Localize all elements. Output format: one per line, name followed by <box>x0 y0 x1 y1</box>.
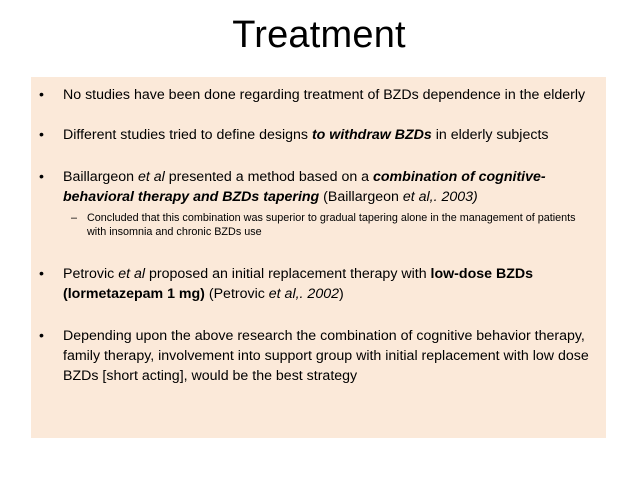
bullet-text: No studies have been done regarding treatment of BZDs dependence in the elderly <box>63 87 586 103</box>
bullet-text: Depending upon the above research the combination of cognitive behavior therapy, family therapy, involvement into support group with initial replacement with low dose BZDs [short acting], would be the best strategy <box>63 328 589 384</box>
sub-bullet-text: Concluded that this combination was superior to gradual tapering alone in the management of patients with insomnia and chronic BZDs use <box>87 212 576 238</box>
bullet-marker: • <box>39 328 44 344</box>
bullet-text: Baillargeon et al presented a method based on a combination of cognitive-behavioral therapy and BZDs tapering (Baillargeon et al,. 2003) <box>63 169 546 205</box>
bullet-item <box>39 167 596 207</box>
bullet-text: Petrovic et al proposed an initial replacement therapy with low-dose BZDs (lormetazepam 1 mg) (Petrovic et al,. 2002) <box>63 266 534 302</box>
bullet-marker: • <box>39 87 44 103</box>
bullet-item <box>39 125 596 145</box>
bullet-text: Different studies tried to define designs to withdraw BZDs in elderly subjects <box>63 127 549 143</box>
content-box <box>31 77 606 438</box>
bullet-item <box>39 326 596 386</box>
slide-title: Treatment <box>232 14 406 56</box>
bullet-marker: • <box>39 266 44 282</box>
bullet-marker: • <box>39 169 44 185</box>
sub-bullet-item <box>39 211 596 239</box>
bullet-item <box>39 264 596 304</box>
bullet-marker: • <box>39 127 44 143</box>
bullet-item <box>39 85 596 105</box>
sub-bullet-marker: – <box>71 212 78 224</box>
